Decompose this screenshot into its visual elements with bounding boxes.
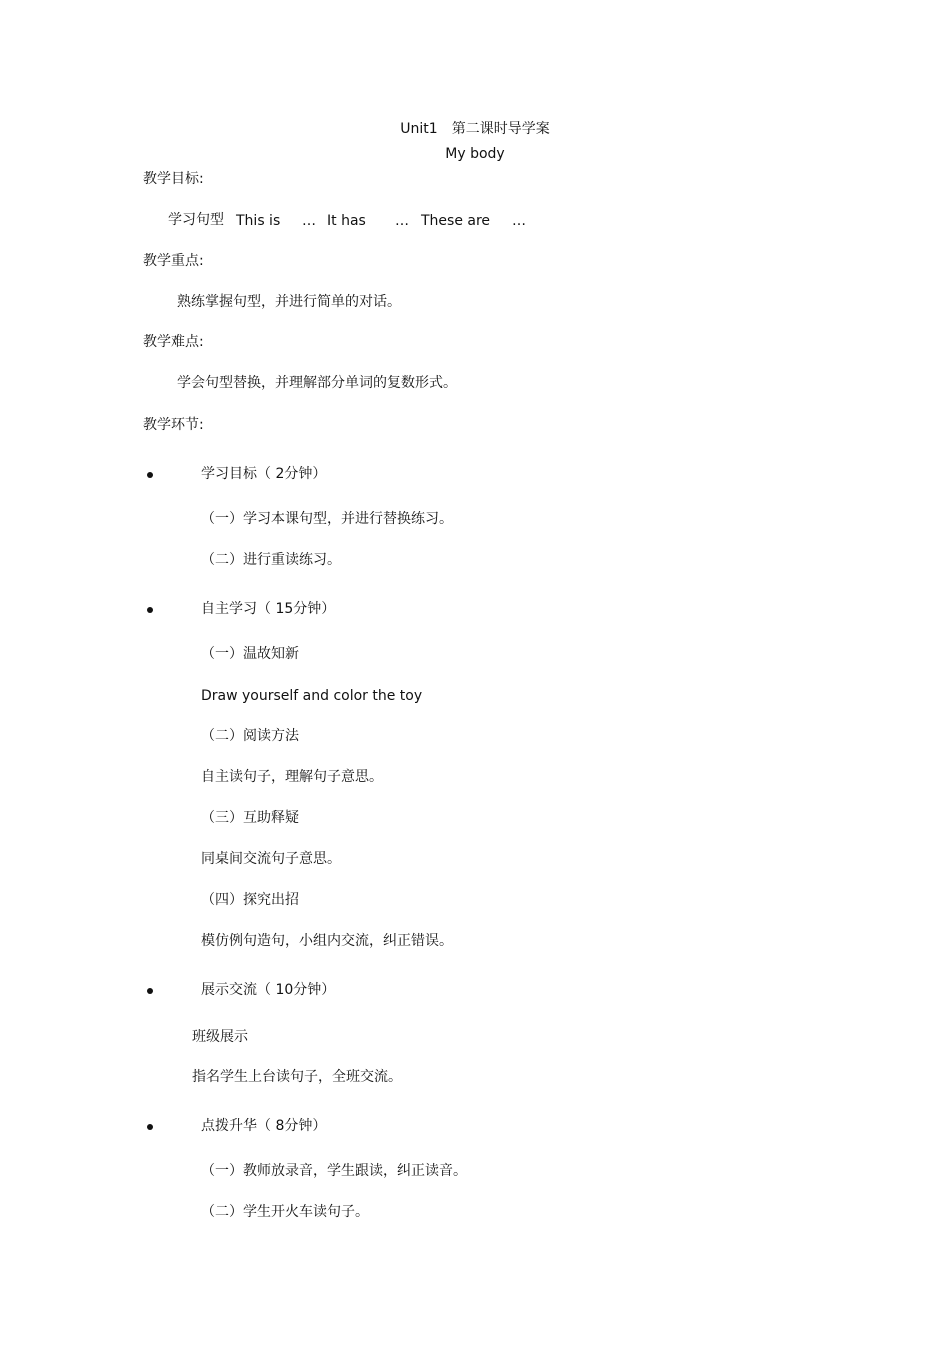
list-item: （一）学习本课句型，并进行替换练习。 <box>201 511 453 527</box>
list-item: （三）互助释疑 <box>201 810 299 826</box>
section-heading-self-study: 自主学习（ 15分钟） <box>201 601 336 617</box>
list-item: 指名学生上台读句子，全班交流。 <box>192 1069 402 1085</box>
list-item: Draw yourself and color the toy <box>201 688 423 704</box>
pattern-ellipsis-3: … <box>512 213 526 229</box>
objectives-prefix: 学习句型 <box>168 212 224 228</box>
list-item: （二）进行重读练习。 <box>201 552 341 568</box>
difficulties-label: 教学难点: <box>143 334 204 350</box>
list-item: 自主读句子，理解句子意思。 <box>201 769 383 785</box>
section-heading-presentation: 展示交流（ 10分钟） <box>201 982 336 998</box>
bullet-dot <box>147 472 153 478</box>
pattern-this-is: This is <box>236 213 281 229</box>
objectives-label: 教学目标: <box>143 171 204 187</box>
pattern-ellipsis-1: … <box>302 213 316 229</box>
list-item: （一）温故知新 <box>201 646 299 662</box>
bullet-dot <box>147 1124 153 1130</box>
list-item: 班级展示 <box>192 1029 248 1045</box>
list-item: （二）学生开火车读句子。 <box>201 1204 369 1220</box>
key-points-label: 教学重点: <box>143 253 204 269</box>
list-item: （四）探究出招 <box>201 892 299 908</box>
list-item: 同桌间交流句子意思。 <box>201 851 341 867</box>
pattern-ellipsis-2: … <box>395 213 409 229</box>
list-item: 模仿例句造句，小组内交流，纠正错误。 <box>201 933 453 949</box>
bullet-dot <box>147 988 153 994</box>
section-heading-guidance: 点拨升华（ 8分钟） <box>201 1118 327 1134</box>
section-heading-goals: 学习目标（ 2分钟） <box>201 466 327 482</box>
pattern-it-has: It has <box>327 213 366 229</box>
bullet-dot <box>147 607 153 613</box>
document-subtitle: My body <box>445 146 505 162</box>
pattern-these-are: These are <box>421 213 491 229</box>
list-item: （一）教师放录音，学生跟读，纠正读音。 <box>201 1163 467 1179</box>
procedure-label: 教学环节: <box>143 417 204 433</box>
document-title: Unit1 第二课时导学案 <box>400 121 550 137</box>
difficulties-text: 学会句型替换，并理解部分单词的复数形式。 <box>177 375 457 391</box>
list-item: （二）阅读方法 <box>201 728 299 744</box>
key-points-text: 熟练掌握句型，并进行简单的对话。 <box>177 294 401 310</box>
